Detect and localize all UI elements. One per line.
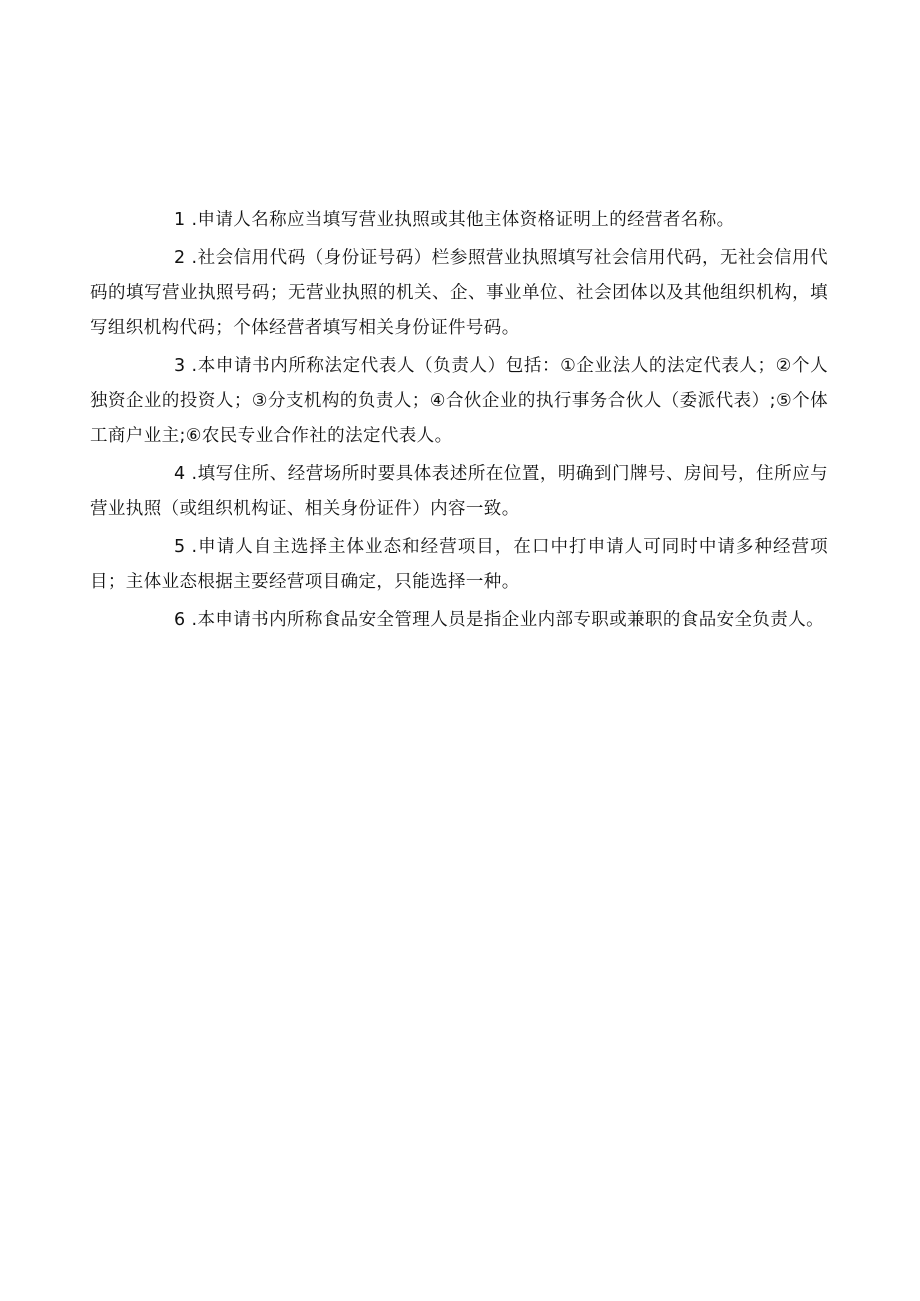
note-text: .本申请书内所称法定代表人（负责人）包括：①企业法人的法定代表人；②个人独资企业的投资人；③分支机构的负责人；④合伙企业的执行事务合伙人（委派代表）;⑤个体工商户业主;⑥农民专业合作社的法定代表人。 <box>90 356 828 446</box>
note-item-1 <box>90 203 828 238</box>
note-number: 5 <box>174 537 186 557</box>
note-item-6 <box>90 603 828 638</box>
note-item-3 <box>90 349 828 454</box>
note-number: 2 <box>174 248 186 268</box>
note-number: 1 <box>174 210 186 230</box>
note-text: .本申请书内所称食品安全管理人员是指企业内部专职或兼职的食品安全负责人。 <box>191 610 825 630</box>
note-text: .申请人自主选择主体业态和经营项目，在口中打申请人可同时中请多种经营项目；主体业态根据主要经营项目确定，只能选择一种。 <box>90 537 828 592</box>
note-item-5 <box>90 530 828 600</box>
note-text: .申请人名称应当填写营业执照或其他主体资格证明上的经营者名称。 <box>191 210 735 230</box>
filling-instructions <box>90 203 828 641</box>
note-item-2 <box>90 241 828 346</box>
note-number: 6 <box>174 610 186 630</box>
note-text: .填写住所、经营场所时要具体表述所在位置，明确到门牌号、房间号，住所应与营业执照（或组织机构证、相关身份证件）内容一致。 <box>90 464 828 519</box>
note-number: 4 <box>174 464 186 484</box>
note-item-4 <box>90 457 828 527</box>
note-number: 3 <box>174 356 186 376</box>
note-text: .社会信用代码（身份证号码）栏参照营业执照填写社会信用代码，无社会信用代码的填写营业执照号码；无营业执照的机关、企、事业单位、社会团体以及其他组织机构，填写组织机构代码；个体经营者填写相关身份证件号码。 <box>90 248 828 338</box>
